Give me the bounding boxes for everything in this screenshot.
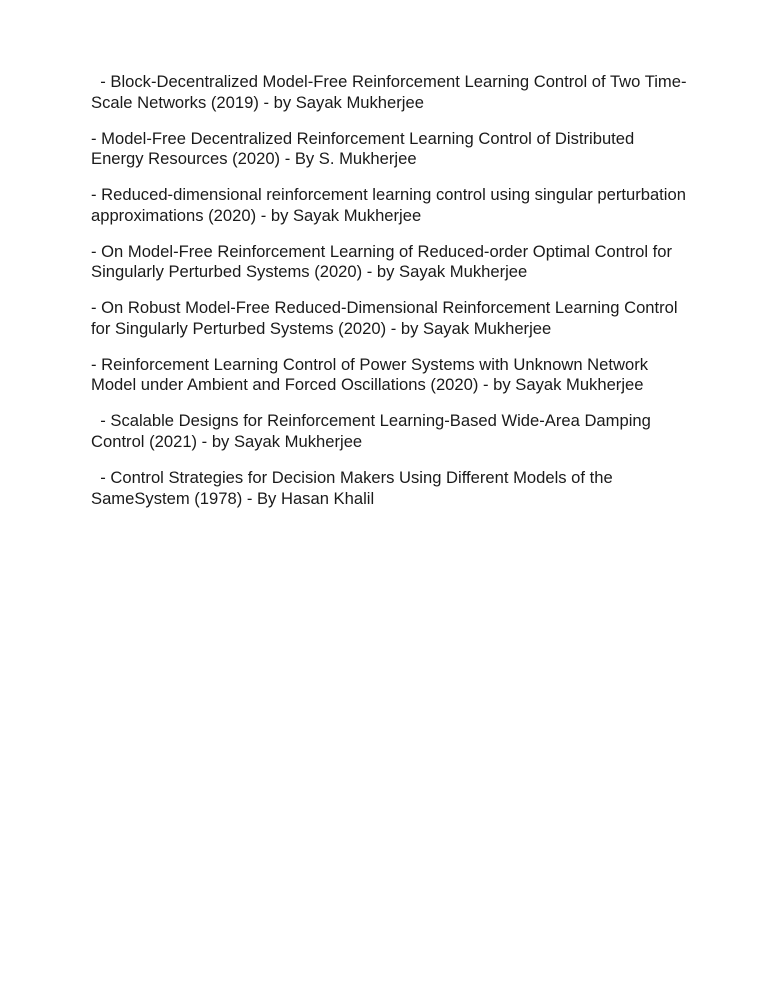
reference-item: - Reinforcement Learning Control of Power Systems with Unknown Network Model under Ambient and Forced Oscillations (2020) - by Sayak Mukherjee xyxy=(91,354,653,394)
reference-list xyxy=(91,72,691,525)
reference-item: - On Robust Model-Free Reduced-Dimensional Reinforcement Learning Control for Singularly Perturbed Systems (2020) - by Sayak Mukherjee xyxy=(91,298,683,338)
reference-item: - Model-Free Decentralized Reinforcement Learning Control of Distributed Energy Resources (2020) - By S. Mukherjee xyxy=(91,128,639,168)
reference-item: - Block-Decentralized Model-Free Reinforcement Learning Control of Two Time-Scale Networks (2019) - by Sayak Mukherjee xyxy=(91,72,687,112)
reference-item: - Reduced-dimensional reinforcement learning control using singular perturbation approximations (2020) - by Sayak Mukherjee xyxy=(91,185,691,225)
reference-item: - On Model-Free Reinforcement Learning of Reduced-order Optimal Control for Singularly Perturbed Systems (2020) - by Sayak Mukherjee xyxy=(91,241,677,281)
reference-item: - Control Strategies for Decision Makers Using Different Models of the SameSystem (1978) - By Hasan Khalil xyxy=(91,468,618,508)
reference-item: - Scalable Designs for Reinforcement Learning-Based Wide-Area Damping Control (2021) - by Sayak Mukherjee xyxy=(91,411,656,451)
